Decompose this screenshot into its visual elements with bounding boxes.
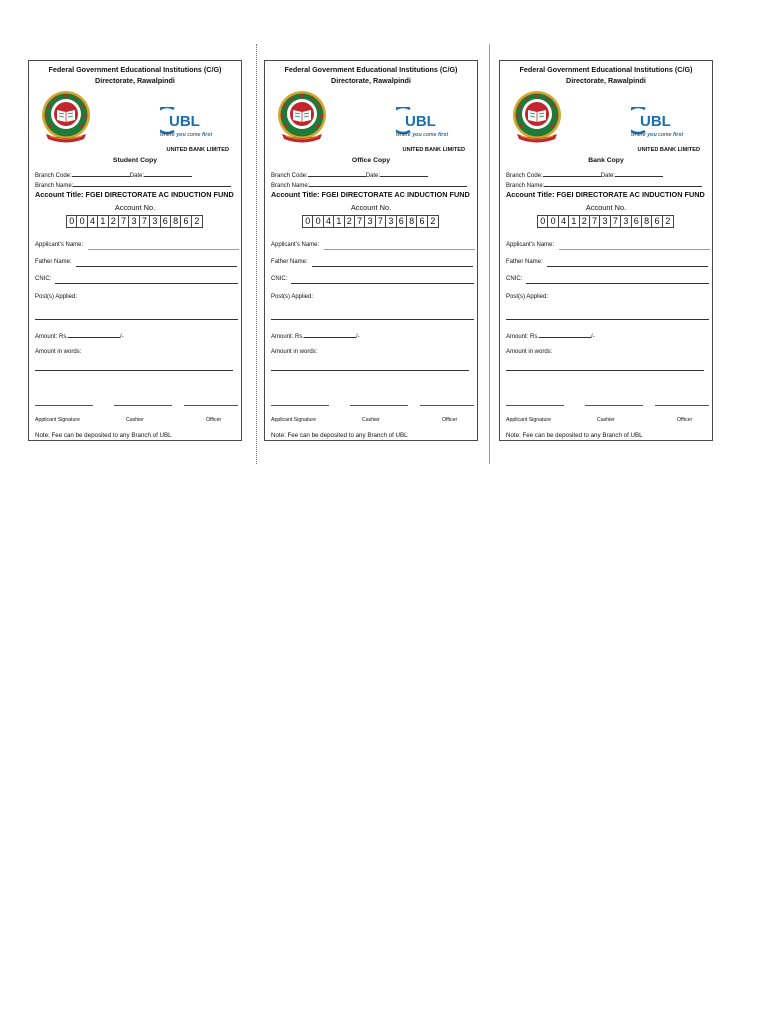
account-number-boxes — [302, 215, 439, 228]
account-title: Account Title: FGEI DIRECTORATE AC INDUCTION FUND — [506, 190, 705, 199]
account-digit: 3 — [600, 216, 610, 227]
amount-words-label: Amount in words: — [35, 349, 82, 355]
date-field[interactable] — [144, 170, 192, 177]
svg-text:where you come first: where you come first — [631, 132, 684, 137]
applicant-name-field[interactable] — [559, 249, 710, 250]
account-digit: 2 — [109, 216, 119, 227]
institution-name: Federal Government Educational Institutions (C/G) — [284, 65, 458, 74]
account-digit: 0 — [548, 216, 558, 227]
cnic-field[interactable] — [55, 283, 238, 284]
account-digit: 3 — [365, 216, 375, 227]
father-name-label: Father Name: — [35, 259, 72, 265]
account-digit: 2 — [665, 216, 671, 226]
cut-line-1 — [256, 44, 257, 464]
amount-row — [506, 331, 595, 340]
father-name-label: Father Name: — [271, 259, 308, 265]
account-digit: 7 — [590, 216, 600, 227]
directorate-name: Directorate, Rawalpindi — [95, 76, 175, 85]
account-digit: 8 — [642, 216, 652, 227]
account-digit: 8 — [171, 216, 181, 227]
date-field[interactable] — [615, 170, 663, 177]
slip-office-copy — [264, 60, 478, 441]
date-label: Date: — [365, 173, 381, 179]
posts-applied-label: Post(s) Applied: — [506, 294, 549, 300]
institution-name: Federal Government Educational Institutions (C/G) — [48, 65, 222, 74]
branch-code-label: Branch Code: — [271, 173, 308, 179]
bank-name: UNITED BANK LIMITED — [402, 147, 465, 153]
amount-field[interactable] — [539, 331, 591, 338]
amount-row — [35, 331, 124, 340]
account-digit: 3 — [129, 216, 139, 227]
deposit-note: Note: Fee can be deposited to any Branch of UBL — [35, 432, 172, 439]
branch-code-field[interactable] — [308, 170, 366, 177]
applicant-name-field[interactable] — [88, 249, 239, 250]
posts-applied-label: Post(s) Applied: — [271, 294, 314, 300]
account-digit: 7 — [140, 216, 150, 227]
directorate-name: Directorate, Rawalpindi — [566, 76, 646, 85]
cnic-label: CNIC: — [506, 276, 523, 282]
slip-student-copy — [28, 60, 242, 441]
account-digit: 7 — [611, 216, 621, 227]
account-no-label: Account No. — [585, 203, 627, 212]
amount-label: Amount: Rs. — [271, 334, 305, 340]
copy-label: Student Copy — [112, 157, 158, 164]
deposit-note: Note: Fee can be deposited to any Branch of UBL — [506, 432, 643, 439]
cashier-label: Cashier — [126, 417, 144, 423]
account-title: Account Title: FGEI DIRECTORATE AC INDUCTION FUND — [271, 190, 470, 199]
account-digit: 7 — [119, 216, 129, 227]
applicant-signature-line[interactable] — [35, 405, 93, 406]
posts-applied-field[interactable] — [35, 319, 238, 320]
ubl-logo — [396, 107, 462, 137]
account-number-boxes — [537, 215, 674, 228]
deposit-note: Note: Fee can be deposited to any Branch of UBL — [271, 432, 408, 439]
account-digit: 8 — [407, 216, 417, 227]
account-digit: 6 — [632, 216, 642, 227]
amount-words-label: Amount in words: — [271, 349, 318, 355]
amount-suffix: /- — [591, 334, 595, 340]
copy-label: Office Copy — [351, 157, 391, 164]
account-digit: 3 — [386, 216, 396, 227]
date-label: Date: — [600, 173, 616, 179]
account-no-label: Account No. — [114, 203, 156, 212]
amount-words-label: Amount in words: — [506, 349, 553, 355]
svg-text:UBL: UBL — [640, 113, 671, 130]
account-digit: 4 — [559, 216, 569, 227]
account-digit: 1 — [569, 216, 579, 227]
officer-label: Officer — [442, 417, 458, 423]
posts-applied-field[interactable] — [506, 319, 709, 320]
amount-label: Amount: Rs. — [506, 334, 540, 340]
svg-text:UBL: UBL — [169, 113, 200, 130]
account-digit: 0 — [538, 216, 548, 227]
account-digit: 2 — [430, 216, 436, 226]
ubl-logo — [631, 107, 697, 137]
account-digit: 1 — [98, 216, 108, 227]
institution-name: Federal Government Educational Institutions (C/G) — [519, 65, 693, 74]
posts-applied-label: Post(s) Applied: — [35, 294, 78, 300]
branch-name-label: Branch Name: — [506, 183, 545, 189]
amount-row — [271, 331, 360, 340]
fgei-emblem-logo — [508, 90, 566, 144]
account-digit: 2 — [580, 216, 590, 227]
bank-name: UNITED BANK LIMITED — [637, 147, 700, 153]
branch-code-row — [271, 170, 428, 179]
amount-words-field[interactable] — [506, 370, 704, 371]
cnic-label: CNIC: — [35, 276, 52, 282]
cnic-field[interactable] — [526, 283, 709, 284]
account-digit: 3 — [621, 216, 631, 227]
cnic-label: CNIC: — [271, 276, 288, 282]
account-digit: 6 — [652, 216, 662, 227]
svg-text:UBL: UBL — [405, 113, 436, 130]
fgei-emblem-logo — [273, 90, 331, 144]
account-number-boxes — [66, 215, 203, 228]
amount-label: Amount: Rs. — [35, 334, 69, 340]
account-digit: 6 — [417, 216, 427, 227]
branch-name-field[interactable] — [73, 180, 231, 187]
amount-field[interactable] — [68, 331, 120, 338]
account-digit: 2 — [194, 216, 200, 226]
father-name-field[interactable] — [76, 266, 237, 267]
svg-text:where you come first: where you come first — [160, 132, 213, 137]
branch-name-row — [271, 180, 467, 189]
cut-line-2 — [489, 44, 490, 464]
amount-words-field[interactable] — [35, 370, 233, 371]
branch-name-field[interactable] — [309, 180, 467, 187]
amount-suffix: /- — [356, 334, 360, 340]
posts-applied-field[interactable] — [271, 319, 474, 320]
branch-code-label: Branch Code: — [35, 173, 72, 179]
cashier-label: Cashier — [362, 417, 380, 423]
branch-code-label: Branch Code: — [506, 173, 543, 179]
applicant-signature-line[interactable] — [271, 405, 329, 406]
branch-code-row — [506, 170, 663, 179]
date-field[interactable] — [380, 170, 428, 177]
father-name-label: Father Name: — [506, 259, 543, 265]
account-no-label: Account No. — [350, 203, 392, 212]
amount-suffix: /- — [120, 334, 124, 340]
officer-signature-line[interactable] — [420, 405, 474, 406]
bank-name: UNITED BANK LIMITED — [166, 147, 229, 153]
officer-label: Officer — [206, 417, 222, 423]
account-digit: 6 — [161, 216, 171, 227]
account-digit: 7 — [355, 216, 365, 227]
branch-name-field[interactable] — [544, 180, 702, 187]
account-digit: 0 — [77, 216, 87, 227]
applicant-name-label: Applicant's Name: — [35, 242, 84, 248]
applicant-signature-label: Applicant Signature — [271, 417, 316, 423]
applicant-signature-line[interactable] — [506, 405, 564, 406]
copy-label: Bank Copy — [588, 157, 624, 164]
fgei-emblem-logo — [37, 90, 95, 144]
branch-name-row — [506, 180, 702, 189]
amount-words-field[interactable] — [271, 370, 469, 371]
cashier-signature-line[interactable] — [585, 405, 643, 406]
directorate-name: Directorate, Rawalpindi — [331, 76, 411, 85]
branch-name-label: Branch Name: — [271, 183, 310, 189]
applicant-signature-label: Applicant Signature — [506, 417, 551, 423]
ubl-logo — [160, 107, 226, 137]
branch-code-row — [35, 170, 192, 179]
cashier-signature-line[interactable] — [114, 405, 172, 406]
amount-field[interactable] — [304, 331, 356, 338]
branch-code-field[interactable] — [543, 170, 601, 177]
officer-signature-line[interactable] — [184, 405, 238, 406]
cnic-field[interactable] — [291, 283, 474, 284]
cashier-label: Cashier — [597, 417, 615, 423]
officer-signature-line[interactable] — [655, 405, 709, 406]
applicant-name-label: Applicant's Name: — [506, 242, 555, 248]
account-digit: 7 — [376, 216, 386, 227]
account-digit: 0 — [313, 216, 323, 227]
officer-label: Officer — [677, 417, 693, 423]
branch-code-field[interactable] — [72, 170, 130, 177]
account-digit: 4 — [88, 216, 98, 227]
branch-name-row — [35, 180, 231, 189]
account-digit: 4 — [324, 216, 334, 227]
father-name-field[interactable] — [312, 266, 473, 267]
account-digit: 0 — [67, 216, 77, 227]
applicant-name-label: Applicant's Name: — [271, 242, 320, 248]
account-digit: 0 — [303, 216, 313, 227]
account-digit: 6 — [181, 216, 191, 227]
account-digit: 6 — [397, 216, 407, 227]
date-label: Date: — [129, 173, 145, 179]
father-name-field[interactable] — [547, 266, 708, 267]
applicant-signature-label: Applicant Signature — [35, 417, 80, 423]
cashier-signature-line[interactable] — [350, 405, 408, 406]
branch-name-label: Branch Name: — [35, 183, 74, 189]
account-digit: 2 — [345, 216, 355, 227]
account-title: Account Title: FGEI DIRECTORATE AC INDUCTION FUND — [35, 190, 234, 199]
account-digit: 3 — [150, 216, 160, 227]
applicant-name-field[interactable] — [324, 249, 475, 250]
svg-text:where you come first: where you come first — [396, 132, 449, 137]
account-digit: 1 — [334, 216, 344, 227]
slip-bank-copy — [499, 60, 713, 441]
